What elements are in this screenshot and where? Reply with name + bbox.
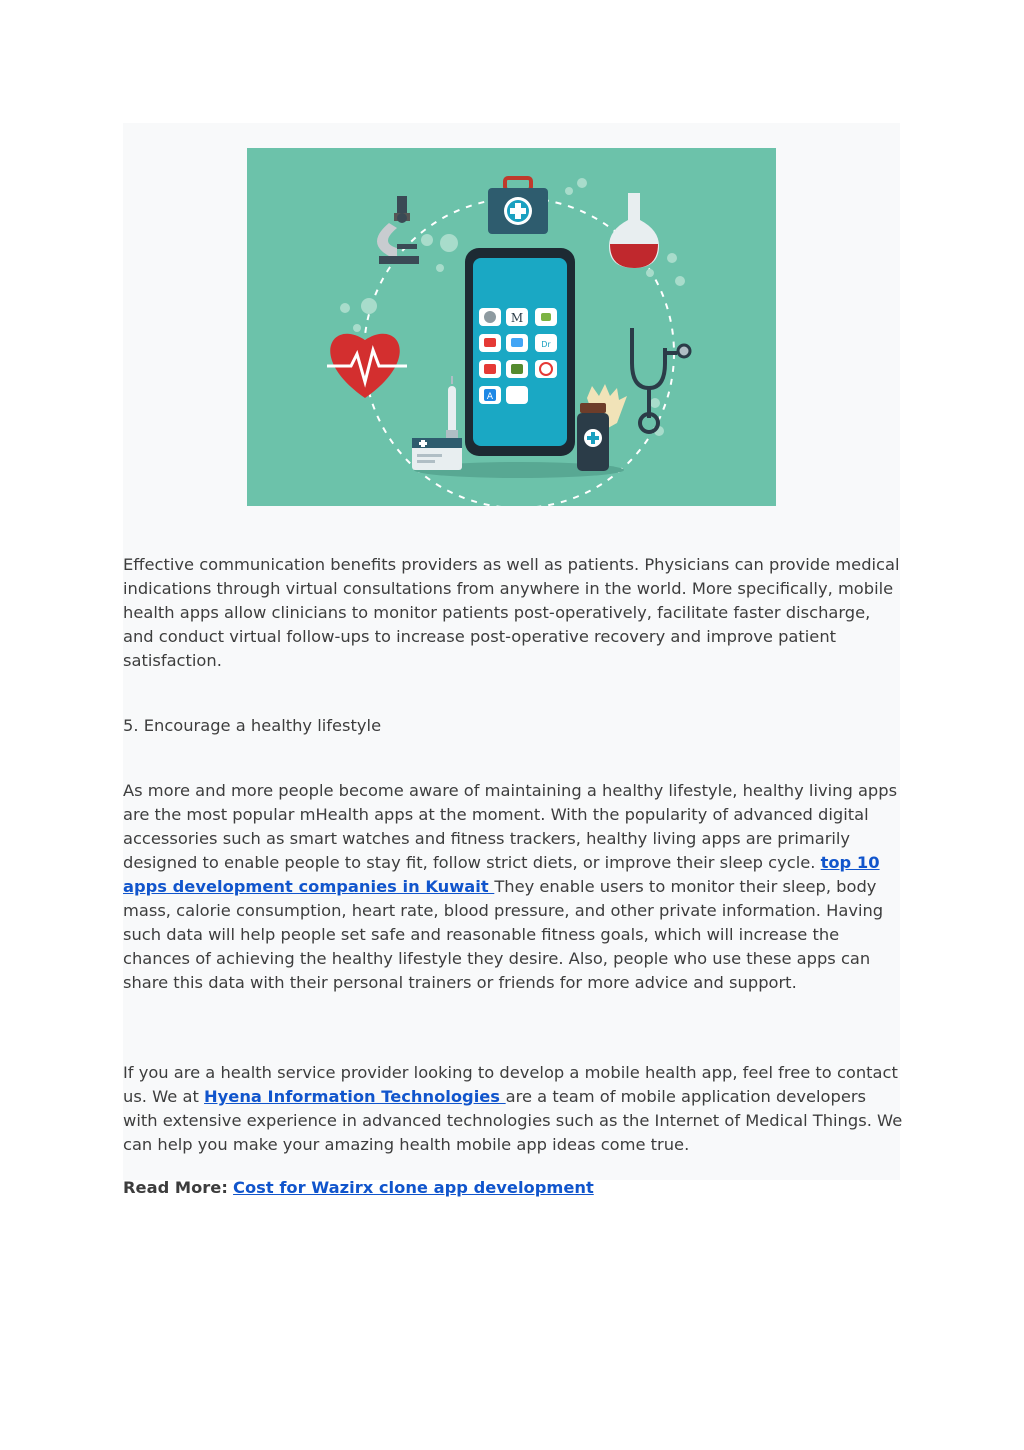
p2-text-before: As more and more people become aware of maintaining a healthy lifestyle, healthy living apps are the most popular mHealth apps at the moment. With the popularity of advanced digital accessories such as smart watches and fitness trackers, healthy living apps are primarily designed to enable people to stay fit, follow strict diets, or improve their sleep cycle.	[123, 781, 898, 872]
flask-icon	[609, 193, 659, 268]
medicine-bottle-icon	[577, 403, 609, 471]
app-tile-letter-m: M	[510, 311, 524, 325]
first-aid-kit-icon	[488, 178, 548, 234]
p3-text-after: are a team of mobile application developers with extensive experience in advanced technologies such as the Internet of Medical Things. We can help you make your amazing health mobile app ideas come true.	[123, 1087, 903, 1154]
mhealth-illustration-svg	[247, 148, 776, 506]
medical-card-icon	[412, 438, 462, 470]
wazirx-clone-link[interactable]: Cost for Wazirx clone app development	[233, 1178, 594, 1197]
heart-pulse-icon	[327, 334, 407, 398]
hyena-link[interactable]: Hyena Information Technologies	[204, 1087, 506, 1106]
kuwait-companies-link[interactable]: top 10 apps development companies in Kuwait	[123, 853, 880, 896]
p3-text-before: If you are a health service provider looking to develop a mobile health app, feel free to contact us. We at	[123, 1063, 898, 1106]
paragraph-communication: Effective communication benefits providers as well as patients. Physicians can provide medical indications through virtual consultations from anywhere in the world. More specifically, mobile health apps allow clinicians to monitor patients post-operatively, facilitate faster discharge, and conduct virtual follow-ups to increase post-operative recovery and improve patient satisfaction.	[123, 555, 900, 670]
app-tile-letter-dr: Dr	[541, 340, 551, 349]
microscope-icon	[377, 196, 419, 264]
app-tile-letter-a: A	[486, 392, 494, 402]
read-more-label: Read More:	[123, 1178, 228, 1197]
paragraph-healthy-lifestyle	[123, 779, 903, 995]
p2-text-after: They enable users to monitor their sleep, body mass, calorie consumption, heart rate, blood pressure, and other private information. Having such data will help people set safe and reasonable fitness goals, which will increase the chances of achieving the healthy lifestyle they desire. Also, people who use these apps can share this data with their personal trainers or friends for more advice and support.	[123, 877, 884, 992]
paragraph-contact	[123, 1061, 903, 1157]
heading-healthy-lifestyle: 5. Encourage a healthy lifestyle	[123, 716, 382, 735]
mhealth-illustration	[247, 148, 776, 506]
thermometer-icon	[446, 376, 458, 446]
read-more-line	[123, 1176, 594, 1200]
